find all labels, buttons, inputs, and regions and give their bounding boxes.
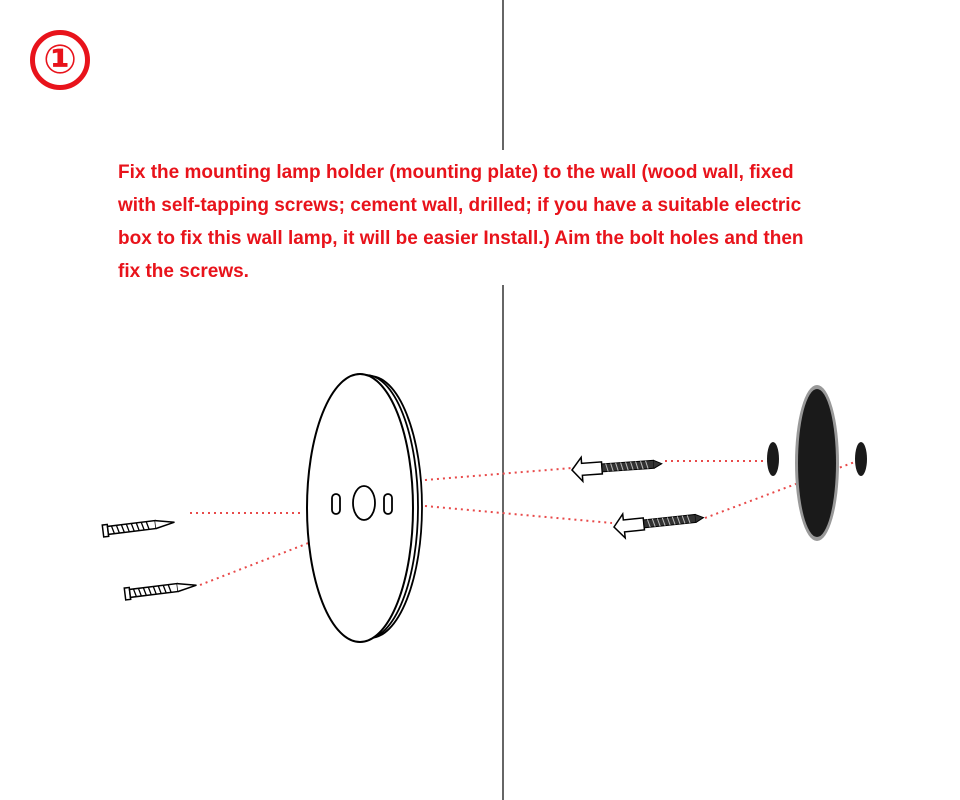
guide-line-plate-lower bbox=[425, 506, 612, 523]
screw-icon bbox=[102, 516, 175, 537]
mounting-plate-icon bbox=[307, 374, 422, 642]
instruction-line-3: box to fix this wall lamp, it will be easier Install.) Aim the bolt holes and then bbox=[118, 228, 804, 249]
screw-icon bbox=[124, 579, 197, 600]
guide-line-plate-upper bbox=[425, 468, 572, 480]
step-number: ① bbox=[43, 38, 77, 82]
wall-anchor-icon bbox=[613, 506, 705, 539]
instruction-line-2: with self-tapping screws; cement wall, drilled; if you have a suitable electric bbox=[118, 195, 802, 216]
guide-lines bbox=[190, 460, 860, 585]
instruction-line-4: fix the screws. bbox=[118, 261, 249, 282]
wall-anchor-icon bbox=[571, 452, 662, 482]
instruction-line-1: Fix the mounting lamp holder (mounting plate) to the wall (wood wall, fixed bbox=[118, 162, 794, 183]
